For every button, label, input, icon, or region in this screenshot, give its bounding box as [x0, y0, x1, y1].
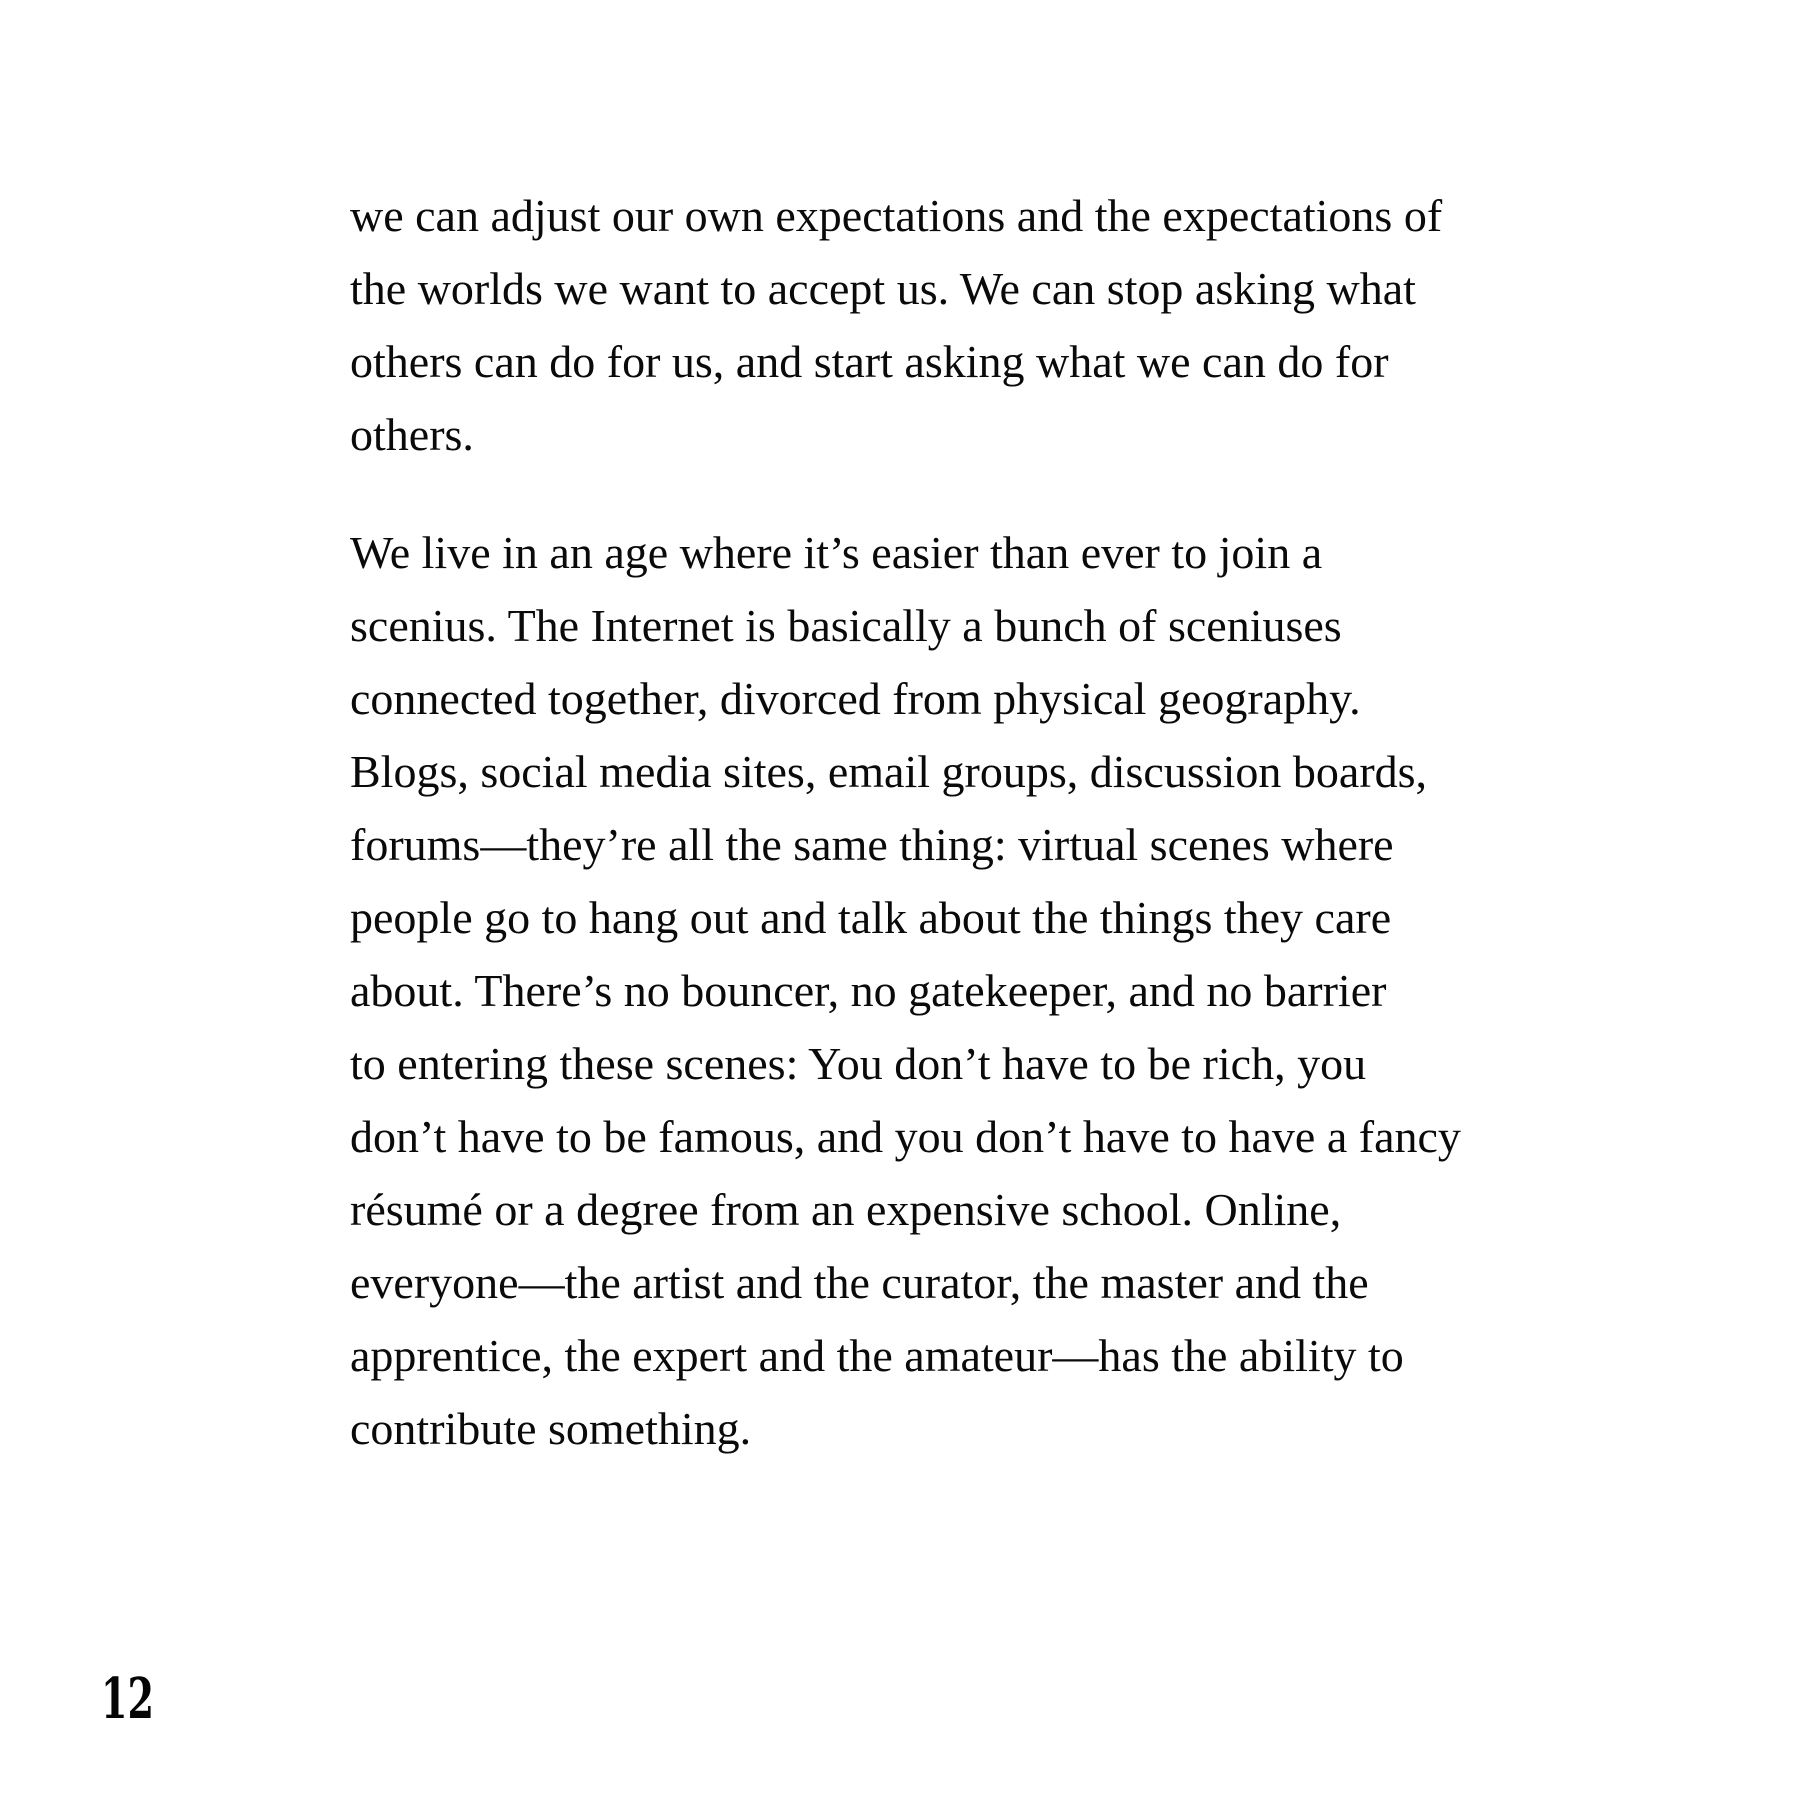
text-line: to entering these scenes: You don’t have to be rich, you: [350, 1038, 1367, 1089]
page-number: 12: [101, 1666, 154, 1732]
text-line: the worlds we want to accept us. We can stop asking what: [350, 263, 1416, 314]
body-text: [350, 179, 1550, 1465]
text-line: people go to hang out and talk about the things they care: [350, 892, 1392, 943]
text-line: Blogs, social media sites, email groups, discussion boards,: [350, 746, 1428, 797]
text-line: connected together, divorced from physical geography.: [350, 673, 1361, 724]
text-line: résumé or a degree from an expensive school. Online,: [350, 1184, 1342, 1235]
text-line: contribute something.: [350, 1403, 752, 1454]
text-line: don’t have to be famous, and you don’t have to have a fancy: [350, 1111, 1461, 1162]
paragraph-1: [350, 179, 1550, 471]
text-line: others.: [350, 409, 474, 460]
text-line: everyone—the artist and the curator, the master and the: [350, 1257, 1369, 1308]
text-line: scenius. The Internet is basically a bunch of sceniuses: [350, 600, 1342, 651]
text-line: forums—they’re all the same thing: virtual scenes where: [350, 819, 1394, 870]
text-line: We live in an age where it’s easier than ever to join a: [350, 527, 1323, 578]
text-line: about. There’s no bouncer, no gatekeeper, and no barrier: [350, 965, 1387, 1016]
text-line: we can adjust our own expectations and the expectations of: [350, 190, 1443, 241]
paragraph-2: [350, 516, 1550, 1465]
text-line: others can do for us, and start asking what we can do for: [350, 336, 1389, 387]
text-line: apprentice, the expert and the amateur—has the ability to: [350, 1330, 1404, 1381]
